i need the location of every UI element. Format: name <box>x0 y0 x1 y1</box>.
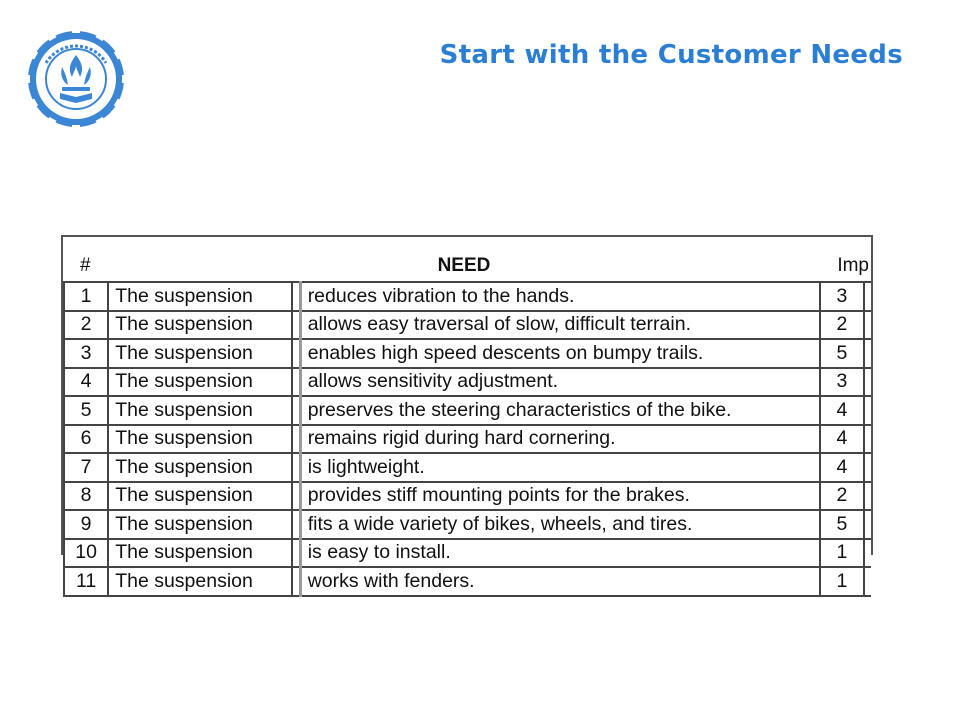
row-importance: 2 <box>820 311 864 340</box>
header-need: NEED <box>437 255 491 276</box>
row-subject: The suspension <box>108 482 292 511</box>
row-importance: 2 <box>820 482 864 511</box>
row-subject: The suspension <box>108 339 292 368</box>
row-need: enables high speed descents on bumpy trails. <box>300 339 820 368</box>
row-subject: The suspension <box>108 510 292 539</box>
cell-gap <box>292 539 300 568</box>
table-row <box>64 396 871 425</box>
row-subject: The suspension <box>108 539 292 568</box>
row-number: 2 <box>64 311 108 340</box>
row-subject: The suspension <box>108 425 292 454</box>
row-number: 4 <box>64 368 108 397</box>
row-number: 11 <box>64 567 108 596</box>
table-row <box>64 453 871 482</box>
row-number: 9 <box>64 510 108 539</box>
row-number: 8 <box>64 482 108 511</box>
row-importance: 5 <box>820 510 864 539</box>
cell-gap <box>292 311 300 340</box>
cell-gap <box>292 453 300 482</box>
cell-tail <box>864 539 871 568</box>
table-row <box>64 567 871 596</box>
cell-gap <box>292 425 300 454</box>
row-need: works with fenders. <box>300 567 820 596</box>
cell-tail <box>864 482 871 511</box>
cell-gap <box>292 396 300 425</box>
header-importance: Imp <box>837 255 869 276</box>
row-need: allows easy traversal of slow, difficult terrain. <box>300 311 820 340</box>
cell-tail <box>864 282 871 311</box>
row-importance: 4 <box>820 425 864 454</box>
row-need: remains rigid during hard cornering. <box>300 425 820 454</box>
cell-tail <box>864 567 871 596</box>
cell-tail <box>864 453 871 482</box>
row-subject: The suspension <box>108 567 292 596</box>
row-subject: The suspension <box>108 282 292 311</box>
table-row <box>64 311 871 340</box>
row-need: provides stiff mounting points for the brakes. <box>300 482 820 511</box>
row-importance: 3 <box>820 282 864 311</box>
cell-tail <box>864 510 871 539</box>
row-importance: 5 <box>820 339 864 368</box>
cell-gap <box>292 567 300 596</box>
header-number: # <box>80 255 91 276</box>
row-number: 3 <box>64 339 108 368</box>
table-row <box>64 425 871 454</box>
table-row <box>64 339 871 368</box>
cell-gap <box>292 368 300 397</box>
row-need: preserves the steering characteristics of the bike. <box>300 396 820 425</box>
cell-tail <box>864 339 871 368</box>
cell-gap <box>292 510 300 539</box>
row-need: allows sensitivity adjustment. <box>300 368 820 397</box>
row-subject: The suspension <box>108 368 292 397</box>
row-need: fits a wide variety of bikes, wheels, and tires. <box>300 510 820 539</box>
row-importance: 1 <box>820 539 864 568</box>
table-row <box>64 368 871 397</box>
row-importance: 3 <box>820 368 864 397</box>
row-importance: 1 <box>820 567 864 596</box>
row-importance: 4 <box>820 396 864 425</box>
cell-tail <box>864 368 871 397</box>
row-number: 5 <box>64 396 108 425</box>
row-subject: The suspension <box>108 396 292 425</box>
cell-tail <box>864 396 871 425</box>
row-need: is easy to install. <box>300 539 820 568</box>
table-header-row <box>64 237 871 282</box>
row-number: 6 <box>64 425 108 454</box>
row-number: 10 <box>64 539 108 568</box>
cell-tail <box>864 425 871 454</box>
row-subject: The suspension <box>108 311 292 340</box>
row-subject: The suspension <box>108 453 292 482</box>
row-number: 1 <box>64 282 108 311</box>
university-gear-logo-icon <box>22 25 130 133</box>
page-title: Start with the Customer Needs <box>439 40 903 70</box>
table-row <box>64 510 871 539</box>
row-need: is lightweight. <box>300 453 820 482</box>
table-row <box>64 482 871 511</box>
cell-gap <box>292 482 300 511</box>
row-number: 7 <box>64 453 108 482</box>
table-row <box>64 282 871 311</box>
table-row <box>64 539 871 568</box>
cell-gap <box>292 339 300 368</box>
customer-needs-table <box>61 235 873 592</box>
row-need: reduces vibration to the hands. <box>300 282 820 311</box>
cell-gap <box>292 282 300 311</box>
cell-tail <box>864 311 871 340</box>
row-importance: 4 <box>820 453 864 482</box>
